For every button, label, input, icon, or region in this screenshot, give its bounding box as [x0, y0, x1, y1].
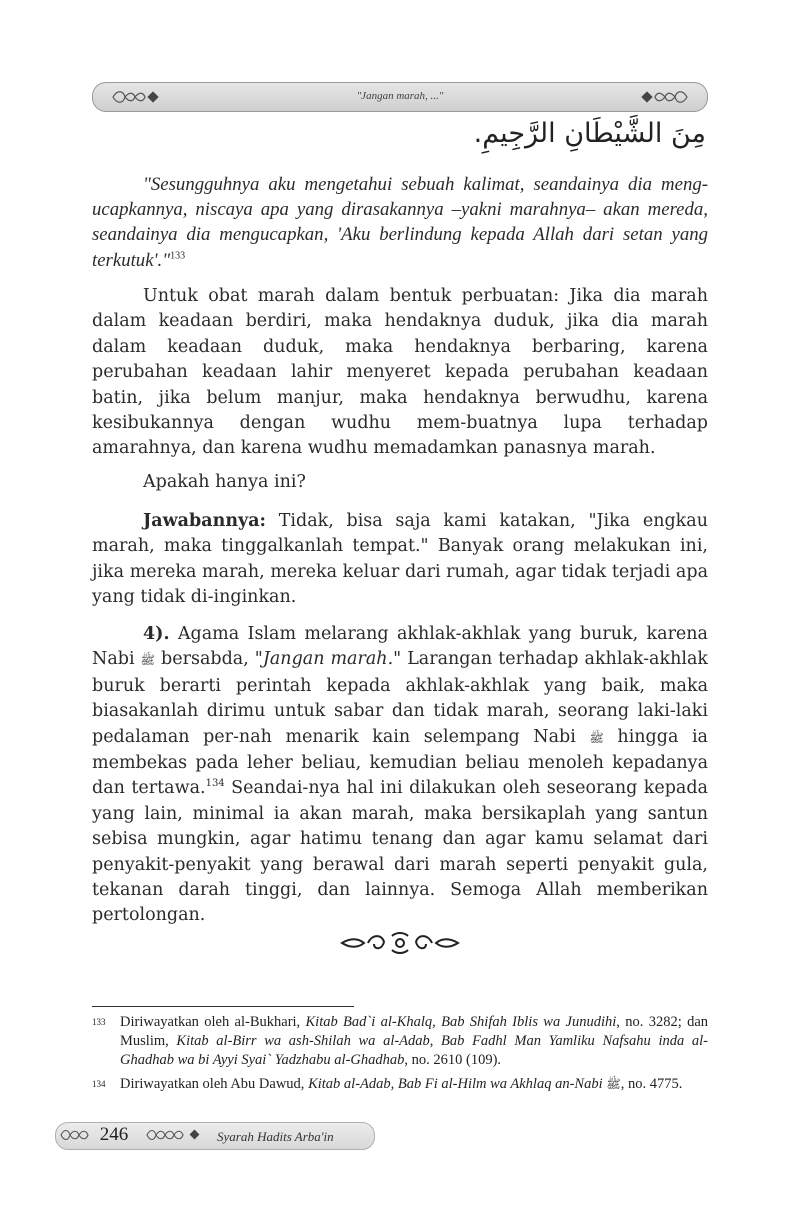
book-title: Syarah Hadits Arba'in	[217, 1129, 334, 1144]
point-4-text-3: " Larangan terhadap akhlak-akhlak buruk berarti perintah kepada akhlak-akhlak yang baik, maka biasakanlah dirimu untuk sabar dan tidak marah, seorang laki-laki pedalaman per-nah menarik kain selempang Nabi	[92, 649, 709, 747]
page-footer	[55, 1118, 375, 1152]
footnote-number: 134	[92, 1079, 106, 1089]
footnote-ref-134: 134	[205, 778, 225, 790]
ornament-right-icon	[637, 87, 689, 107]
answer-label: Jawabannya:	[143, 511, 267, 531]
point-4-text-5: Seandai-nya hal ini dilakukan oleh seseorang kepada yang lain, minimal ia akan marah, maka bersikaplah yang santun sebisa mungkin, agar hatimu tenang dan agar kamu selamat dari penyakit-penyakit yang berawal dari marah seperti penyakit gula, tekanan darah tinggi, dan lainnya. Semoga Allah memberikan pertolongan.	[92, 778, 708, 926]
quote-text: "Sesungguhnya aku mengetahui sebuah kalimat, seandainya dia meng-ucapkannya, niscaya apa yang dirasakannya –yakni marahnya– akan mereda, seandainya dia mengucapkan, 'Aku berlindung kepada Allah dari setan yang terkutuk'."	[92, 174, 708, 271]
footnote-source-title: Kitab al-Birr wa ash-Shilah wa al-Adab, Bab Fadhl Man Yamliku Nafsahu inda al-Ghadhab wa bi Ayyi Syai` Yadzhabu al-Ghadhab	[120, 1033, 708, 1068]
footnote-text: Diriwayatkan oleh Abu Dawud,	[120, 1076, 309, 1092]
quote-jangan-marah: Jangan marah.	[262, 649, 394, 670]
footer-ornament-left-icon	[59, 1127, 91, 1143]
point-4-text-1: Agama Islam melarang akhlak-akhlak yang buruk, karena Nabi	[92, 624, 708, 670]
salawat-symbol: ﷺ	[606, 1077, 621, 1091]
paragraph-point-4	[92, 622, 708, 929]
footnote-ref-133: 133	[170, 250, 186, 262]
footnote-source-title: Kitab Bad`i al-Khalq, Bab Shifah Iblis wa Junudihi	[305, 1014, 617, 1030]
salawat-symbol: ﷺ	[140, 653, 156, 668]
footnote-text: Diriwayatkan oleh al-Bukhari,	[120, 1014, 306, 1030]
point-4-text-2: bersabda, "	[155, 649, 263, 670]
footnote-source-title: Kitab al-Adab, Bab Fi al-Hilm wa Akhlaq an-Nabi	[308, 1076, 607, 1092]
footnote-separator	[92, 1006, 354, 1007]
arabic-text: مِنَ الشَّيْطَانِ الرَّجِيمِ.	[473, 118, 706, 149]
footnote-number: 133	[92, 1017, 106, 1027]
page-number: 246	[99, 1124, 129, 1145]
footnote-133	[92, 1013, 708, 1070]
footnote-134	[92, 1075, 708, 1094]
paragraph-question: Apakah hanya ini?	[143, 472, 306, 492]
answer-text: Tidak, bisa saja kami katakan, "Jika engkau marah, maka tinggalkanlah tempat." Banyak orang melakukan ini, jika mereka marah, mereka keluar dari rumah, agar tidak terjadi apa yang tidak di-inginkan.	[92, 511, 708, 608]
footnote-text: , no. 4775.	[620, 1076, 683, 1092]
running-header	[92, 82, 708, 112]
salawat-symbol: ﷺ	[589, 730, 604, 745]
footnote-text: , no. 3282; dan Muslim,	[120, 1014, 708, 1049]
footer-ornament-middle-icon	[145, 1127, 205, 1143]
footnote-text: , no. 2610 (109).	[404, 1052, 502, 1068]
section-divider-icon	[340, 928, 460, 958]
paragraph-answer	[92, 509, 708, 611]
point-4-text-4: hingga ia membekas pada leher beliau, kemudian beliau menoleh kepadanya dan tertawa.	[92, 726, 708, 799]
point-4-label: 4).	[143, 624, 170, 644]
paragraph-remedy: Untuk obat marah dalam bentuk perbuatan: Jika dia marah dalam keadaan berdiri, maka hendaknya duduk, jika dia marah dalam keadaan duduk, maka hendaknya berbaring, karena perubahan keadaan lahir menyeret kepada perubahan keadaan batin, jika belum manjur, maka hendaknya berwudhu, karena kesibukannya dengan wudhu mem-buatnya lupa terhadap amarahnya, dan karena wudhu memadamkan panasnya marah.	[92, 286, 708, 459]
header-title: "Jangan marah, ..."	[356, 90, 444, 102]
hadith-quote	[92, 172, 708, 273]
